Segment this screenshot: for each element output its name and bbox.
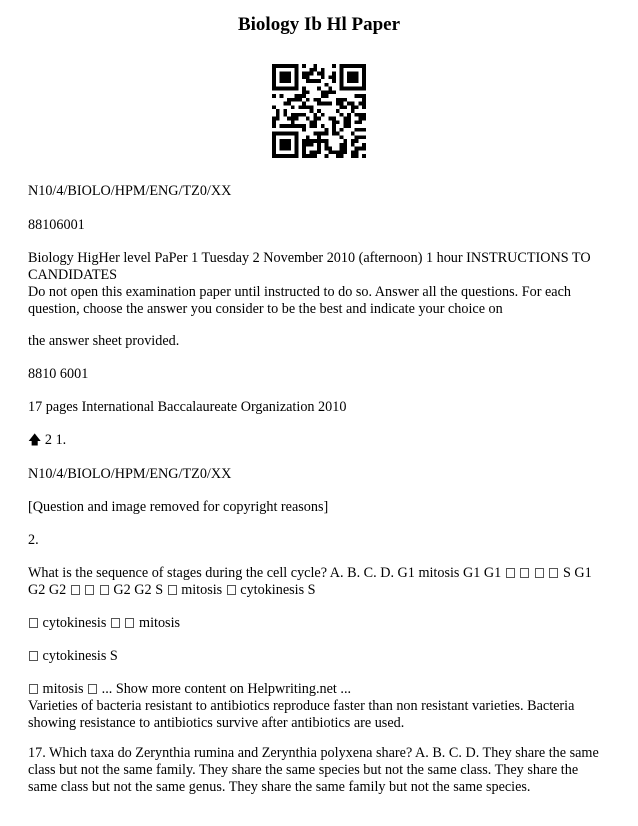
missing-glyph-icon	[535, 568, 544, 578]
intro-paragraph	[28, 250, 610, 318]
answer-sheet-text: the answer sheet provided.	[28, 333, 180, 349]
missing-glyph-icon	[549, 568, 558, 578]
missing-glyph-icon	[85, 585, 94, 595]
exam-code-2: N10/4/BIOLO/HPM/ENG/TZ0/XX	[28, 466, 232, 482]
q2-part-f: cytokinesis S	[240, 582, 316, 598]
q2-part-b: S G1	[562, 565, 592, 581]
bacteria-paragraph: Varieties of bacteria resistant to antibiotics reproduce faster than non resistant varieties. Bacteria showing resistance to antibiotics survive after antibiotics are used.	[28, 698, 575, 731]
page-marker-text: 2 1.	[44, 432, 67, 448]
missing-glyph-icon	[29, 651, 38, 661]
pages-info: 17 pages International Baccalaureate Organization 2010	[28, 399, 347, 415]
paper-number-2: 8810 6001	[28, 366, 89, 382]
missing-glyph-icon	[506, 568, 515, 578]
question-17-text: 17. Which taxa do Zerynthia rumina and Zerynthia polyxena share? A. B. C. D. They share the same class but not the same family. They share the same species but not the same class. They share the same class but not the same genus. They share the same family but not the same species.	[28, 745, 599, 795]
cytokinesis-s-line	[28, 648, 610, 665]
question-2-text	[28, 565, 610, 599]
mitosis-more-line	[28, 681, 610, 732]
document-title: Biology Ib Hl Paper	[237, 14, 401, 35]
q2-part-c: G2 G2	[28, 582, 67, 598]
missing-glyph-icon	[168, 585, 177, 595]
question-2-number: 2.	[28, 532, 39, 548]
removed-notice: [Question and image removed for copyright reasons]	[28, 499, 329, 515]
missing-glyph-icon	[227, 585, 236, 595]
missing-glyph-icon	[88, 684, 97, 694]
cytokinesis-mitosis-line	[28, 615, 610, 632]
q2-part-a: What is the sequence of stages during the cell cycle? A. B. C. D. G1 mitosis G1 G1	[28, 565, 502, 581]
missing-glyph-icon	[100, 585, 109, 595]
q2-part-d: G2 G2 S	[113, 582, 164, 598]
q2-part-e: mitosis	[181, 582, 223, 598]
qr-code-icon	[272, 64, 366, 158]
missing-glyph-icon	[111, 618, 120, 628]
page-marker	[28, 432, 610, 449]
intro-line-1: Biology HigHer level PaPer 1 Tuesday 2 November 2010 (afternoon) 1 hour INSTRUCTIONS TO CANDIDATES	[28, 250, 591, 283]
paper-number: 88106001	[28, 217, 85, 233]
line-mitosis-2: mitosis	[42, 681, 84, 697]
line-cytokinesis-s: cytokinesis S	[42, 648, 118, 664]
up-arrow-icon: 🡅	[28, 433, 42, 448]
intro-line-2: Do not open this examination paper until instructed to do so. Answer all the questions. For each question, choose the answer you consider to be the best and indicate your choice on	[28, 284, 571, 317]
line-mitosis: mitosis	[139, 615, 181, 631]
show-more-link[interactable]: ... Show more content on Helpwriting.net ...	[101, 681, 352, 697]
missing-glyph-icon	[29, 618, 38, 628]
missing-glyph-icon	[71, 585, 80, 595]
missing-glyph-icon	[125, 618, 134, 628]
line-cytokinesis: cytokinesis	[42, 615, 107, 631]
missing-glyph-icon	[520, 568, 529, 578]
missing-glyph-icon	[29, 684, 38, 694]
exam-code: N10/4/BIOLO/HPM/ENG/TZ0/XX	[28, 183, 232, 199]
